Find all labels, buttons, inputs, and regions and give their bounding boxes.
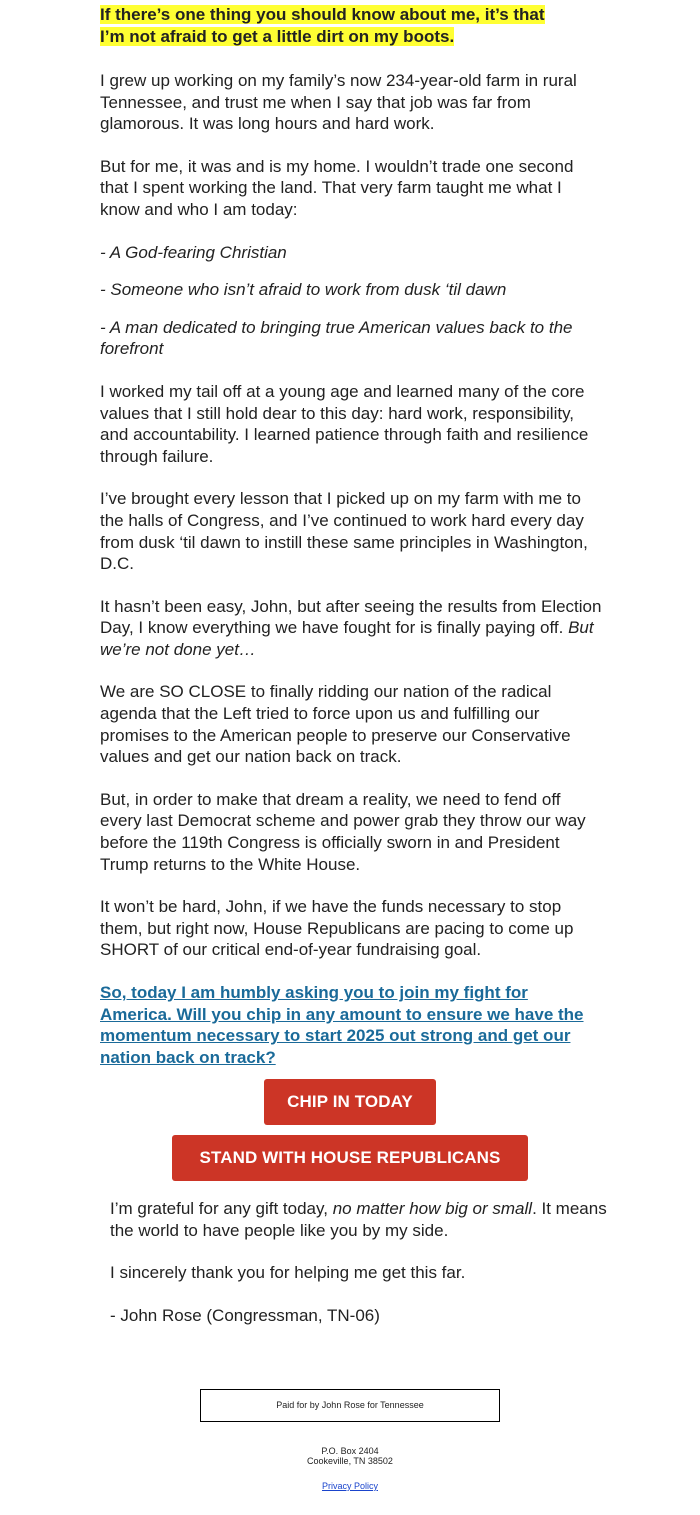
- stand-with-house-republicans-button[interactable]: STAND WITH HOUSE REPUBLICANS: [172, 1135, 528, 1181]
- button-row-2: [100, 1135, 600, 1181]
- bullet-christian: - A God-fearing Christian: [100, 242, 287, 262]
- intro-line-1: If there’s one thing you should know about me, it’s that: [100, 5, 545, 24]
- grateful-end: . It means the world to have people like you by my side.: [110, 1199, 607, 1240]
- bullet-american-values: - A man dedicated to bringing true American values back to the forefront: [100, 317, 573, 359]
- button-row-1: [100, 1079, 600, 1125]
- intro-highlight: [100, 4, 602, 48]
- paragraph-home: But for me, it was and is my home. I wouldn’t trade one second that I spent working the land. That very farm taught me what I know and who I am today:: [100, 156, 574, 219]
- paragraph-so-close: We are SO CLOSE to finally ridding our nation of the radical agenda that the Left tried to force upon us and fulfilling our promises to the American people to preserve our Conservative values and get our nation back on track.: [100, 682, 571, 767]
- closing-section: [110, 1198, 610, 1347]
- grateful-italic: no matter how big or small: [332, 1199, 533, 1218]
- paragraph-election-day: [100, 596, 602, 661]
- election-day-text: It hasn’t been easy, John, but after seeing the results from Election Day, I know everything we have fought for is finally paying off.: [100, 596, 602, 638]
- signature: - John Rose (Congressman, TN-06): [110, 1305, 380, 1325]
- bullet-dusk-dawn: - Someone who isn’t afraid to work from dusk ‘til dawn: [100, 280, 507, 300]
- paragraph-thank-you: I sincerely thank you for helping me get this far.: [110, 1263, 466, 1283]
- paid-for-disclaimer: Paid for by John Rose for Tennessee: [200, 1389, 500, 1422]
- not-done-yet-text: But we’re not done yet…: [100, 618, 594, 659]
- donate-ask-link[interactable]: So, today I am humbly asking you to join my fight for America. Will you chip in any amount to ensure we have the momentum necessary to start 2025 out strong and get our nation back on track?: [100, 983, 584, 1067]
- paragraph-funds: It won’t be hard, John, if we have the funds necessary to stop them, but right now, House Republicans are pacing to come up SHORT of our critical end-of-year fundraising goal.: [100, 897, 574, 960]
- privacy-policy-link[interactable]: Privacy Policy: [321, 1481, 378, 1491]
- mailing-address: [0, 1446, 700, 1466]
- paragraph-farm: I grew up working on my family’s now 234-year-old farm in rural Tennessee, and trust me when I say that job was far from glamorous. It was long hours and hard work.: [100, 71, 577, 134]
- address-line-1: P.O. Box 2404: [321, 1446, 379, 1456]
- address-line-2: Cookeville, TN 38502: [307, 1456, 393, 1466]
- privacy-policy-row: [0, 1481, 700, 1491]
- paragraph-congress: I’ve brought every lesson that I picked up on my farm with me to the halls of Congress, and I’ve continued to work hard every day from dusk ‘til dawn to instill these same principles in Washington, D.C.: [100, 489, 588, 574]
- email-body: [100, 4, 602, 1191]
- intro-line-2: I’m not afraid to get a little dirt on my boots.: [100, 27, 455, 46]
- paragraph-dream: But, in order to make that dream a reality, we need to fend off every last Democrat scheme and power grab they throw our way before the 119th Congress is officially sworn in and President Trump returns to the White House.: [100, 789, 586, 874]
- grateful-start: I’m grateful for any gift today,: [110, 1199, 333, 1218]
- paragraph-grateful: [110, 1198, 610, 1241]
- paragraph-core-values: I worked my tail off at a young age and learned many of the core values that I still hold dear to this day: hard work, responsibility, and accountability. I learned patience through faith and resilience through failure.: [100, 381, 589, 466]
- chip-in-today-button[interactable]: CHIP IN TODAY: [264, 1079, 436, 1125]
